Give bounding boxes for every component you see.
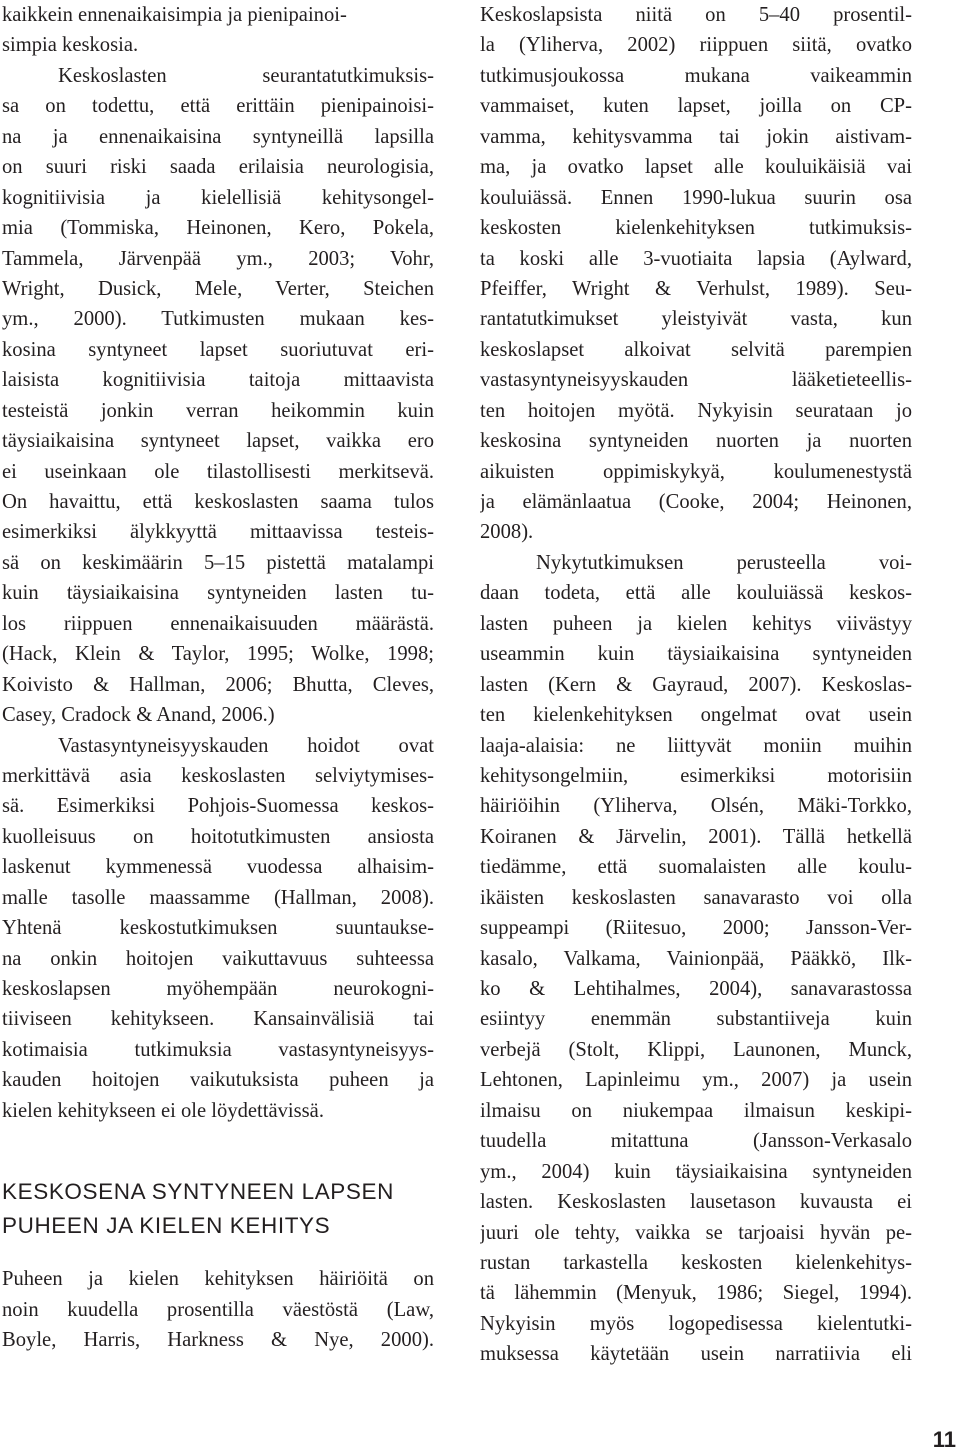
text-line: lasten. Keskoslasten lausetason kuvausta ei [480,1191,912,1214]
text-line: ilmaisu on niukempaa ilmaisun keskipi- [480,1099,912,1122]
text-line: sä on keskimäärin 5–15 pistettä matalampi [2,551,434,574]
text-line: muksessa käytetään usein narratiivia eli [480,1343,912,1366]
text-line: rustan tarkastella keskosten kielenkehitys- [480,1251,912,1274]
text-line: kaikkein ennenaikaisimpia ja pienipainoi- [2,4,347,26]
text-line: sä. Esimerkiksi Pohjois-Suomessa keskos- [2,795,434,818]
text-line: kotimaisia tutkimuksia vastasyntyneisyys- [2,1038,434,1061]
text-line: Wright, Dusick, Mele, Verter, Steichen [2,277,434,300]
text-line: kognitiivisia ja kielellisiä kehitysongel- [2,186,434,209]
text-line: esimerkiksi älykkyyttä mittaavissa testeis- [2,521,434,544]
text-line: kouluiässä. Ennen 1990-lukua suurin osa [480,186,912,209]
paragraph-first-line: Nykytutkimuksen perusteella voi- [536,551,912,574]
text-line: Lehtonen, Lapinleimu ym., 2007) ja usein [480,1069,912,1092]
text-line: täysiaikaisina syntyneet lapset, vaikka ero [2,430,434,453]
text-line: kehitysongelmiin, esimerkiksi motorisiin [480,764,912,787]
text-line: häiriöihin (Yliherva, Olsén, Mäki-Torkko, [480,795,912,818]
text-line: ten hoitojen myötä. Nykyisin seurataan jo [480,399,912,422]
text-line: Koivisto & Hallman, 2006; Bhutta, Cleves, [2,673,434,696]
text-line: Koiranen & Järvelin, 2001). Tällä hetkellä [480,825,912,848]
text-line: lasten puheen ja kielen kehitys viivästyy [480,612,912,635]
text-line: tiiviseen kehitykseen. Kansainvälisiä tai [2,1008,434,1031]
text-line: Boyle, Harris, Harkness & Nye, 2000). [2,1329,434,1352]
text-line: kielen kehitykseen ei ole löydettävissä. [2,1099,324,1122]
text-line: kauden hoitojen vaikutuksista puheen ja [2,1069,434,1092]
text-line: testeistä jonkin verran heikommin kuin [2,399,434,422]
text-line: simpia keskosia. [2,34,139,57]
text-line: aikuisten oppimiskykyä, koulumenestystä [480,460,912,483]
text-line: ja elämänlaatua (Cooke, 2004; Heinonen, [480,491,912,513]
text-line: daan todeta, että alle kouluiässä keskos- [480,582,912,605]
text-line: sa on todettu, että erittäin pienipainoisi- [2,95,434,118]
text-line: tä lähemmin (Menyuk, 1986; Siegel, 1994). [480,1282,912,1305]
text-line: kuolleisuus on hoitotutkimusten ansiosta [2,825,434,848]
text-line: suppeampi (Riitesuo, 2000; Jansson-Ver- [480,917,912,940]
text-line: juuri ole tehty, vaikka se tarjoaisi hyvän pe- [480,1221,912,1244]
text-line: verbejä (Stolt, Klippi, Launonen, Munck, [480,1038,912,1061]
text-line: esiintyy enemmän substantiiveja kuin [480,1008,912,1031]
text-line: ma, ja ovatko lapset alle kouluikäisiä vai [480,156,912,179]
text-line: ym., 2000). Tutkimusten mukaan kes- [2,308,434,331]
text-line: mia (Tommiska, Heinonen, Kero, Pokela, [2,217,434,240]
text-line: useammin kuin täysiaikaisina syntyneiden [480,643,912,666]
text-line: kosina syntyneet lapset suoriutuvat eri- [2,338,434,361]
text-line: laaja-alaisia: ne liittyvät moniin muihin [480,734,912,757]
text-line: ko & Lehtihalmes, 2004), sanavarastossa [480,978,912,1000]
paragraph-first-line: Vastasyntyneisyyskauden hoidot ovat [58,734,434,757]
text-line: kasalo, Valkama, Vainionpää, Pääkkö, Ilk- [480,947,912,970]
text-line: Tammela, Järvenpää ym., 2003; Vohr, [2,247,434,270]
text-line: laisista kognitiivisia taitoja mittaavista [2,369,434,392]
text-line: los riippuen ennenaikaisuuden määrästä. [2,612,434,635]
text-line: vastasyntyneisyyskauden lääketieteellis- [480,369,912,392]
text-line: vamma, kehitysvamma tai jokin aistivam- [480,125,912,148]
text-line: keskosten kielenkehityksen tutkimuksis- [480,217,912,240]
text-line: noin kuudella prosentilla väestöstä (Law, [2,1298,434,1321]
text-line: (Hack, Klein & Taylor, 1995; Wolke, 1998; [2,643,434,666]
section-heading: KESKOSENA SYNTYNEEN LAPSEN [2,1179,394,1205]
text-line: Puheen ja kielen kehityksen häiriöitä on [2,1268,434,1291]
text-line: Keskoslapsista niitä on 5–40 prosentil- [480,4,912,26]
page-number: 11 [932,1427,956,1452]
text-line: merkittävä asia keskoslasten selviytymises- [2,764,434,787]
text-line: keskoslapset alkoivat selvitä parempien [480,338,912,361]
text-line: tuudella mitattuna (Jansson-Verkasalo [480,1130,912,1153]
text-line: tutkimusjoukossa mukana vaikeammin [480,64,912,87]
text-line: ei useinkaan ole tilastollisesti merkitsevä. [2,460,434,483]
text-line: ym., 2004) kuin täysiaikaisina syntyneiden [480,1160,912,1183]
text-line: Yhtenä keskostutkimuksen suuntaukse- [2,917,434,940]
paragraph-first-line: Keskoslasten seurantatutkimuksis- [58,64,434,87]
text-line: malle tasolle maassamme (Hallman, 2008). [2,886,434,909]
text-line: tiedämme, että suomalaisten alle koulu- [480,856,912,879]
right-column [480,0,912,1370]
text-line: lasten (Kern & Gayraud, 2007). Keskoslas- [480,673,912,696]
text-line: 2008). [480,521,534,544]
left-column [2,0,434,1356]
text-line: laskenut kymmenessä vuodessa alhaisim- [2,856,434,879]
text-line: on suuri riski saada erilaisia neurologisia, [2,156,434,179]
section-heading: PUHEEN JA KIELEN KEHITYS [2,1213,331,1239]
text-line: On havaittu, että keskoslasten saama tulos [2,491,434,513]
text-line: keskoslapsen myöhempään neurokogni- [2,978,434,1000]
text-line: la (Yliherva, 2002) riippuen siitä, ovatko [480,34,912,57]
text-line: Pfeiffer, Wright & Verhulst, 1989). Seu- [480,277,912,300]
text-line: vammaiset, kuten lapset, joilla on CP- [480,95,912,118]
text-line: ta koski alle 3-vuotiaita lapsia (Aylward, [480,247,912,270]
text-line: na onkin hoitojen vaikuttavuus suhteessa [2,947,434,970]
text-line: na ja ennenaikaisina syntyneillä lapsilla [2,125,434,148]
text-line: kuin täysiaikaisina syntyneiden lasten tu- [2,582,434,605]
text-line: Nykyisin myös logopedisessa kielentutki- [480,1312,912,1335]
text-line: Casey, Cradock & Anand, 2006.) [2,704,275,727]
text-line: keskosina syntyneiden nuorten ja nuorten [480,430,912,453]
text-line: rantatutkimukset yleistyivät vasta, kun [480,308,912,331]
text-line: ten kielenkehityksen ongelmat ovat usein [480,704,912,727]
text-line: ikäisten keskoslasten sanavarasto voi olla [480,886,912,909]
